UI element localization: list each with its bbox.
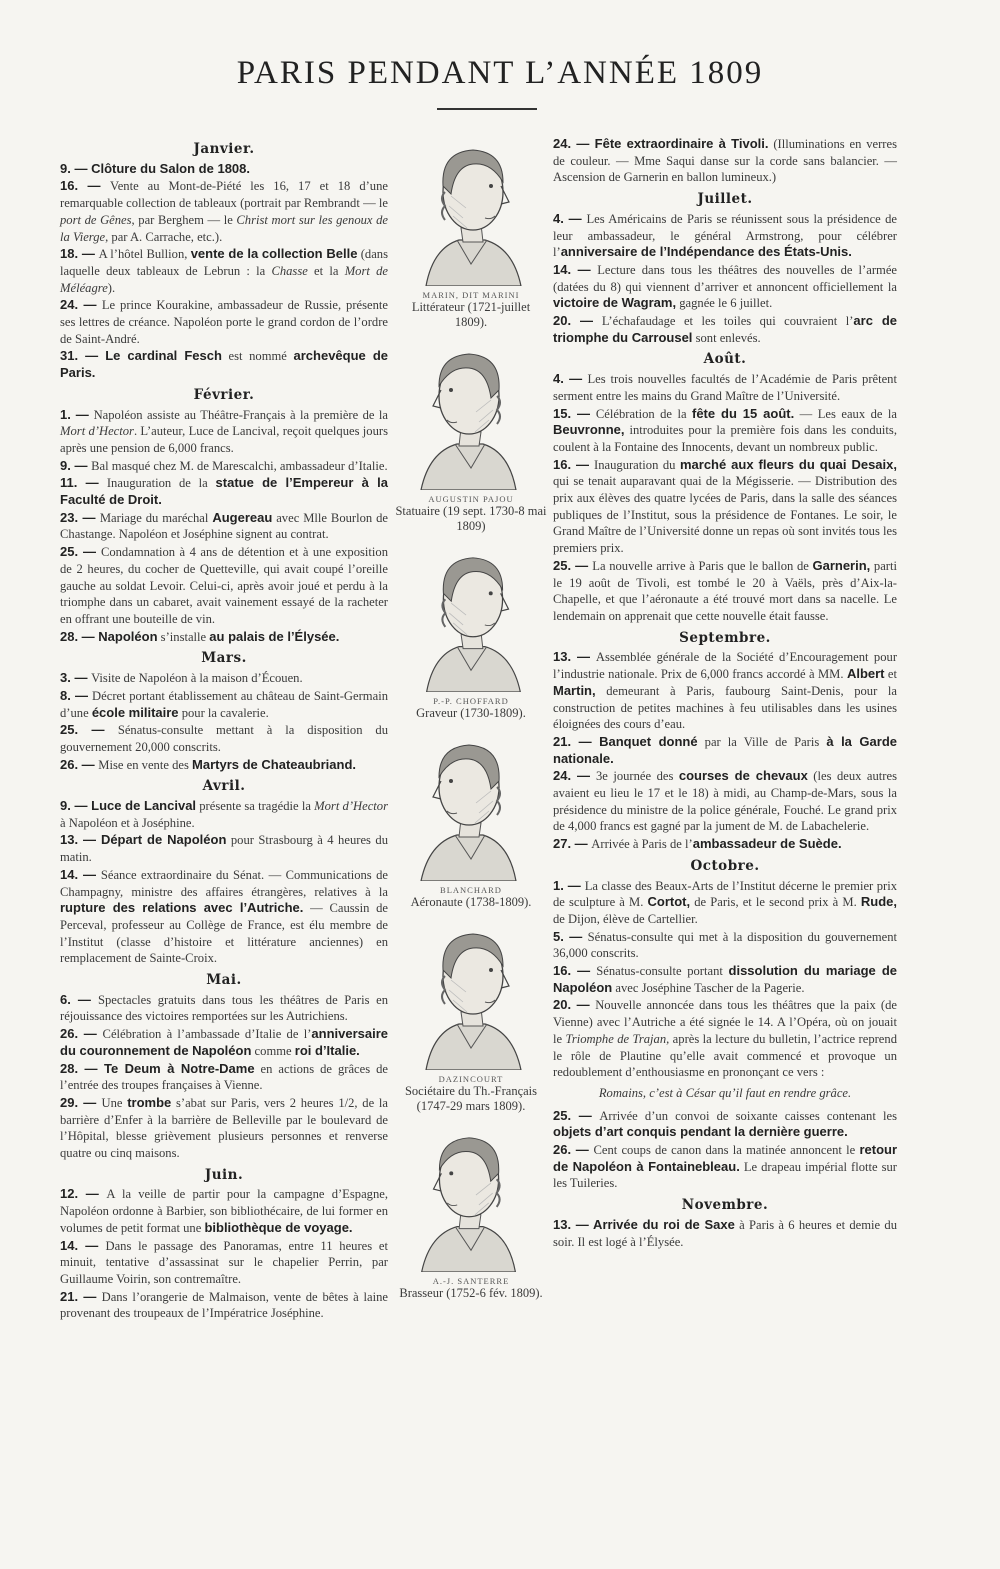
- entry-text: avec Joséphine Tascher de la Pagerie.: [612, 980, 805, 995]
- entry-highlight: bibliothèque de voyage.: [204, 1219, 353, 1235]
- entry-text: (les deux autres avaient eu lieu le 17 et le 18) à midi, au Champ-de-Mars, sous la présidence du ministre de la police générale, Fouché. Le grand prix de 4,000 francs est gagné par la jument de M. de Labachelerie.: [553, 769, 897, 834]
- entry-text: Vente au Mont-de-Piété les 16, 17 et 18 d’une remarquable collection de tableaux (portrait par Rembrandt — le: [60, 179, 388, 211]
- portrait-column: [395, 136, 547, 1311]
- entry-italic: Mort d’Hector: [314, 799, 388, 814]
- chronicle-entry: [553, 558, 897, 625]
- entry-text: Les Américains de Paris se réunissent sous la présidence de leur ambassadeur, le général Armstrong, pour célébrer l’: [553, 211, 897, 260]
- entry-highlight: 14. —: [60, 1237, 106, 1253]
- entry-highlight: 20. —: [553, 997, 596, 1013]
- entry-highlight: statue de l’Empereur à la Faculté de Droit.: [60, 475, 388, 508]
- entry-highlight: 4. —: [553, 371, 588, 387]
- portrait-name: MARIN, DIT MARINI: [422, 290, 520, 300]
- portrait-engraving-icon: [411, 136, 531, 286]
- entry-text: Lecture dans tous les théâtres des nouvelles de l’armée (datées du 8) qui viennent d’arriver et annoncent officiellement la: [553, 262, 897, 294]
- entry-text: pour Strasbourg à 4 heures du matin.: [60, 833, 388, 865]
- entry-highlight: 9. — Clôture du Salon de 1808.: [60, 160, 250, 176]
- entry-highlight: 6. —: [60, 991, 98, 1007]
- entry-text: Condamnation à 4 ans de détention et à une exposition de 2 heures, du cocher de Quetteville, qui avait coupé l’oreille gauche au soldat Levoir. Celui-ci, après avoir joué et perdu à la triomphe dans un cabaret, avait vainement essayé de la racheter en offrant une bouteille de vin.: [60, 545, 389, 626]
- entry-highlight: 26. —: [60, 1026, 103, 1042]
- chronicle-entry: [553, 649, 897, 733]
- entry-text: Sénatus-consulte mettant à la disposition du gouvernement 20,000 conscrits.: [60, 723, 389, 754]
- entry-text: — Les eaux de la: [794, 406, 897, 421]
- chronicle-entry: [60, 475, 388, 508]
- entry-text: avec Mlle Bourlon de Chastange. Napoléon et Joséphine signent au contrat.: [60, 510, 389, 542]
- chronicle-entry: [553, 734, 897, 767]
- entry-highlight: 26. —: [60, 756, 99, 772]
- entry-text: s’abat sur Paris, vers 2 heures 1/2, de la barrière d’Enfer à la barrière de Belleville par le boulevard de l’Hôpital, blesse grièvement plusieurs personnes et renverse quatre ou cinq maisons.: [60, 1095, 388, 1161]
- entry-text: La nouvelle arrive à Paris que le ballon de: [592, 558, 813, 573]
- portrait-engraving-icon: [411, 731, 531, 881]
- chronicle-entry: [553, 1217, 897, 1250]
- entry-highlight: 24. —: [553, 768, 596, 784]
- entry-text: qui se tenait auparavant quai de la Mégisserie. — Distribution des prix aux élèves des quatre lycées de Paris, dans la salle des séances publiques de l’Institut, sous la présidence de Fontanes. Le soir, le Grand Maître de l’Université donne un repas où sont invités tous les premiers prix.: [553, 474, 897, 556]
- entry-highlight: 15. —: [553, 405, 596, 421]
- portrait-6: [395, 1124, 547, 1301]
- chronicle-entry: [60, 297, 388, 347]
- entry-highlight: vente de la collection Belle: [190, 246, 358, 262]
- chronicle-entry: [60, 1238, 388, 1288]
- portrait-name: P.-P. CHOFFARD: [433, 696, 509, 706]
- portrait-caption: Littérateur (1721-juillet 1809).: [411, 300, 531, 329]
- entry-highlight: marché aux fleurs du quai Desaix,: [679, 456, 897, 472]
- entry-text: en actions de grâces de l’entrée des troupes françaises à Vienne.: [60, 1061, 388, 1093]
- chronicle-entry: [553, 1142, 897, 1192]
- entry-highlight: 26. —: [553, 1142, 594, 1158]
- portrait-name: DAZINCOURT: [438, 1074, 504, 1084]
- entry-highlight: objets d’art conquis pendant la dernière guerre.: [553, 1124, 848, 1140]
- entry-highlight: 25. —: [553, 1107, 600, 1123]
- entry-text: et: [884, 667, 897, 682]
- portrait-engraving-icon: [411, 1124, 531, 1272]
- portrait-engraving-icon: [411, 544, 531, 692]
- entry-text: Une: [101, 1095, 128, 1110]
- chronicle-entry: [60, 832, 388, 865]
- left-column: [60, 136, 388, 1323]
- entry-highlight: Augereau: [212, 509, 273, 525]
- chronicle-entry: [553, 929, 897, 962]
- entry-highlight: Martin,: [553, 682, 596, 698]
- entry-text: Mise en vente des: [98, 757, 193, 772]
- entry-text: Arrivée d’un convoi de soixante caisses contenant les: [599, 1108, 897, 1123]
- chronicle-entry: [60, 544, 388, 628]
- entry-highlight: école militaire: [91, 704, 179, 720]
- chronicle-entry: [553, 457, 897, 557]
- chronicle-entry: [60, 992, 388, 1025]
- chronicle-entry: [60, 867, 388, 967]
- month-heading: Avril.: [202, 778, 246, 795]
- entry-highlight: roi d’Italie.: [294, 1042, 360, 1058]
- entry-text: Sénatus-consulte portant: [596, 964, 729, 979]
- entry-text: Inauguration de la: [106, 476, 216, 491]
- chronicle-entry: [60, 246, 388, 296]
- entry-highlight: 16. —: [553, 963, 597, 979]
- entry-highlight: 1. —: [60, 406, 94, 422]
- portrait-3: [395, 544, 547, 721]
- month-heading: Août.: [703, 351, 747, 368]
- entry-highlight: rupture des relations avec l’Autriche.: [60, 900, 304, 916]
- entry-text: — Caussin de Perceval, professeur au Collège de France, est élu membre de l’Institut (classe d’histoire et littérature anciennes) en remplacement de Sainte-Croix.: [60, 901, 388, 966]
- entry-italic: Triomphe de Trajan,: [565, 1031, 670, 1046]
- chronicle-entry: [60, 407, 388, 457]
- chronicle-entry: [60, 1186, 388, 1236]
- entry-highlight: 13. —: [553, 649, 596, 665]
- entry-highlight: 28. — Te Deum à Notre-Dame: [60, 1060, 255, 1076]
- entry-highlight: 4. —: [553, 210, 587, 226]
- entry-text: Bal masqué chez M. de Marescalchi, ambassadeur d’Italie.: [91, 458, 388, 473]
- chronicle-entry: [553, 406, 897, 456]
- portrait-engraving-icon: [411, 920, 531, 1070]
- entry-text: s’installe: [157, 629, 210, 644]
- entry-text: La classe des Beaux-Arts de l’Institut décerne le premier prix de sculpture à M.: [553, 878, 897, 910]
- chronicle-entry: [60, 458, 388, 475]
- entry-text: Inauguration du: [594, 457, 680, 472]
- entry-highlight: 18. —: [60, 246, 99, 262]
- chronicle-entry: [553, 878, 897, 928]
- entry-text: (dans laquelle deux tableaux de Lebrun : la: [60, 247, 389, 278]
- title-rule: [437, 108, 537, 110]
- chronicle-entry: [553, 313, 897, 346]
- entry-text: Célébration à l’ambassade d’Italie de l’: [102, 1027, 312, 1042]
- entry-text: Les trois nouvelles facultés de l’Académie de Paris prêtent serment entre les mains du Grand Maître de l’Université.: [553, 372, 897, 403]
- entry-highlight: 25. —: [60, 544, 101, 560]
- entry-text: Le prince Kourakine, ambassadeur de Russie, présente ses lettres de créance. Napoléon porte le grand cordon de l’ordre de Saint-André.: [60, 298, 389, 346]
- month-heading: Juin.: [204, 1166, 244, 1183]
- entry-italic: Mort d’Hector: [60, 424, 134, 439]
- entry-highlight: 21. —: [60, 1288, 102, 1304]
- entry-text: A l’hôtel Bullion,: [98, 247, 191, 262]
- entry-text: , par A. Carrache, etc.).: [105, 229, 223, 244]
- entry-text: Spectacles gratuits dans tous les théâtres de Paris en réjouissance des victoires remportées sur les Autrichiens.: [60, 992, 388, 1024]
- chronicle-entry: [60, 757, 388, 774]
- chronicle-entry: [60, 178, 388, 245]
- entry-text: Sénatus-consulte qui met à la disposition du gouvernement 36,000 conscrits.: [553, 929, 897, 961]
- portrait-caption: Aéronaute (1738-1809).: [410, 895, 532, 909]
- entry-text: , par Berghem — le: [131, 212, 237, 227]
- entry-text: Le drapeau impérial flotte sur les Tuileries.: [553, 1159, 897, 1191]
- entry-text: demeurant à Paris, faubourg Saint-Denis, pour la construction de petites machines à feu utilisables dans les usines éloignées des cours d’eau.: [553, 683, 897, 732]
- entry-highlight: Cortot,: [647, 894, 691, 910]
- month-heading: Octobre.: [690, 857, 760, 874]
- entry-highlight: à la Garde nationale.: [553, 733, 897, 766]
- month-heading: Janvier.: [193, 141, 255, 157]
- entry-highlight: 25. —: [60, 722, 118, 738]
- entry-highlight: 31. — Le cardinal Fesch: [60, 348, 222, 364]
- entry-text: Mariage du maréchal: [99, 510, 213, 525]
- entry-highlight: arc de triomphe du Carrousel: [553, 313, 898, 345]
- entry-text: sont enlevés.: [692, 330, 761, 345]
- chronicle-entry: [60, 1026, 388, 1059]
- portrait-caption: Sociétaire du Th.-Français (1747-29 mars 1809).: [404, 1084, 538, 1113]
- entry-highlight: dissolution du mariage de Napoléon: [553, 963, 898, 995]
- entry-text: est nommé: [221, 349, 294, 364]
- portrait-name: BLANCHARD: [440, 885, 502, 895]
- page-title: PARIS PENDANT L’ANNÉE 1809: [236, 55, 764, 91]
- entry-highlight: Beuvronne,: [553, 422, 625, 438]
- entry-highlight: 29. —: [60, 1094, 102, 1110]
- entry-highlight: 27. —: [553, 836, 592, 852]
- entry-highlight: Rude,: [860, 894, 897, 910]
- portrait-name: A.-J. SANTERRE: [432, 1276, 510, 1286]
- entry-highlight: 14. —: [60, 866, 101, 882]
- entry-text: comme: [251, 1043, 295, 1058]
- chronicle-entry: [553, 1108, 897, 1141]
- entry-text: ).: [107, 280, 116, 295]
- entry-highlight: archevêque de Paris.: [60, 348, 388, 381]
- entry-text: Romains, c’est à César qu’il faut en rendre grâce.: [598, 1085, 852, 1100]
- entry-highlight: 14. —: [553, 261, 598, 277]
- entry-text: A la veille de partir pour la campagne d’Espagne, Napoléon ordonne à Barbier, son bibliothécaire, de lui former en volumes de petit format une: [60, 1187, 388, 1235]
- portrait-engraving-icon: [411, 340, 531, 490]
- right-column: [553, 136, 897, 1251]
- entry-text: (Illuminations en verres de couleur. — Mme Saqui danse sur la corde sans balancier. — Ascension de Garnerin en ballon lumineux.): [553, 137, 897, 185]
- month-heading: Février.: [193, 386, 255, 403]
- entry-highlight: 16. —: [553, 456, 595, 472]
- chronicle-entry: [553, 836, 897, 853]
- chronicle-entry: [553, 963, 897, 996]
- entry-highlight: 13. — Arrivée du roi de Saxe: [553, 1216, 735, 1232]
- entry-text: Séance extraordinaire du Sénat. — Communications de Champagny, ministre des affaires étrangères, relatives à la: [60, 867, 389, 899]
- entry-text: de Paris, et le second prix à M.: [690, 895, 861, 910]
- chronicle-entry: [60, 510, 388, 543]
- month-heading: Novembre.: [681, 1197, 769, 1214]
- chronicle-entry: [553, 262, 897, 312]
- entry-text: de Dijon, élève de Cartellier.: [553, 911, 698, 926]
- entry-highlight: 12. —: [60, 1186, 107, 1202]
- chronicle-entry: [60, 670, 388, 687]
- month-heading: Mai.: [206, 972, 242, 989]
- chronicle-entry: [60, 688, 388, 721]
- entry-highlight: 1. —: [553, 877, 585, 893]
- entry-text: Dans l’orangerie de Malmaison, vente de bêtes à laine provenant des troupeaux de l’Impératrice Joséphine.: [60, 1289, 389, 1321]
- entry-text: Célébration de la: [595, 406, 692, 421]
- entry-text: après la lecture du bulletin, l’actrice reprend le rôle de Plautine qu’elle avait commencé et provoque un redoublement d’enthousiasme en prononçant ce vers :: [553, 1031, 897, 1080]
- entry-highlight: ambassadeur de Suède.: [692, 836, 842, 852]
- entry-highlight: Albert: [846, 666, 885, 682]
- entry-highlight: 23. —: [60, 509, 100, 525]
- entry-text: par la Ville de Paris: [697, 734, 827, 749]
- portrait-name: AUGUSTIN PAJOU: [428, 494, 514, 504]
- entry-highlight: 9. —: [60, 457, 92, 473]
- entry-text: et la: [307, 263, 345, 278]
- entry-highlight: 11. —: [60, 475, 107, 491]
- chronicle-entry: [60, 348, 388, 381]
- chronicle-entry: [553, 997, 897, 1081]
- entry-highlight: Martyrs de Chateaubriand.: [192, 756, 357, 772]
- entry-text: parti le 19 août de Tivoli, est tombé le 20 à Vaëls, près d’Aix-la-Chapelle, et que l’aéronaute a été trouvé mort dans sa nacelle. Le lendemain on apprenait que cette nouvelle était fausse.: [553, 558, 898, 623]
- chronicle-entry: [60, 629, 388, 646]
- entry-text: . L’auteur, Luce de Lancival, reçoit quelques jours après une pension de 6,000 francs.: [60, 424, 388, 455]
- entry-highlight: anniversaire du couronnement de Napoléon: [60, 1026, 389, 1058]
- entry-highlight: retour de Napoléon à Fontainebleau.: [553, 1142, 898, 1174]
- entry-highlight: 24. — Fête extraordinaire à Tivoli.: [553, 136, 769, 151]
- entry-highlight: 20. —: [553, 313, 602, 329]
- entry-text: à Paris à 6 heures et demie du soir. Il est logé à l’Élysée.: [553, 1217, 897, 1249]
- entry-highlight: 25. —: [553, 557, 593, 573]
- chronicle-entry: [60, 1061, 388, 1094]
- entry-text: Arrivée à Paris de l’: [591, 837, 693, 852]
- portrait-1: [395, 136, 547, 330]
- entry-highlight: 3. —: [60, 670, 92, 686]
- entry-highlight: 13. — Départ de Napoléon: [60, 832, 227, 848]
- entry-highlight: fête du 15 août.: [691, 405, 795, 421]
- entry-text: Assemblée générale de la Société d’Encouragement pour l’industrie nationale. Prix de 6,000 francs accordé à MM.: [553, 650, 898, 682]
- entry-highlight: victoire de Wagram,: [553, 295, 677, 311]
- entry-highlight: au palais de l’Élysée.: [209, 628, 340, 644]
- entry-highlight: 28. — Napoléon: [60, 628, 158, 644]
- entry-highlight: 21. — Banquet donné: [553, 733, 698, 749]
- portrait-caption: Statuaire (19 sept. 1730-8 mai 1809): [395, 504, 547, 533]
- entry-text: Napoléon assiste au Théâtre-Français à la première de la: [93, 407, 388, 422]
- portrait-2: [395, 340, 547, 534]
- chronicle-entry: [553, 211, 897, 261]
- verse-quote: [553, 1085, 897, 1102]
- entry-highlight: 5. —: [553, 928, 588, 944]
- entry-highlight: 24. —: [60, 297, 102, 313]
- entry-text: Décret portant établissement au château de Saint-Germain d’une: [60, 688, 388, 720]
- entry-italic: Chasse: [271, 263, 308, 278]
- entry-highlight: courses de chevaux: [678, 768, 808, 784]
- entry-highlight: Garnerin,: [812, 557, 871, 573]
- entry-text: Nouvelle annoncée dans tous les théâtres que la paix (de Vienne) avec l’Autriche a été signée le 14. A l’Opéra, où on jouait le: [553, 998, 897, 1046]
- chronicle-entry: [60, 1289, 388, 1322]
- chronicle-entry: [553, 371, 897, 404]
- entry-text: présente sa tragédie la: [196, 799, 315, 814]
- entry-text: Dans le passage des Panoramas, entre 11 heures et minuit, tentative d’assassinat sur le chapelier Perrin, par Guillaume Voirin, son contremaître.: [60, 1238, 388, 1286]
- entry-italic: port de Gênes: [60, 212, 132, 227]
- entry-highlight: trombe: [127, 1094, 172, 1110]
- entry-text: L’échafaudage et les toiles qui couvraient l’: [601, 314, 854, 329]
- chronicle-entry: [553, 136, 897, 186]
- entry-italic: Mort de Méléagre: [60, 263, 388, 295]
- entry-text: Visite de Napoléon à la maison d’Écouen.: [91, 671, 303, 686]
- entry-italic: Christ mort sur les genoux de la Vierge: [60, 212, 388, 244]
- chronicle-entry: [553, 768, 897, 835]
- entry-text: 3e journée des: [595, 769, 679, 784]
- chronicle-entry: [60, 1095, 388, 1162]
- entry-highlight: 8. —: [60, 687, 93, 703]
- portrait-4: [395, 731, 547, 910]
- portrait-caption: Graveur (1730-1809).: [416, 706, 526, 720]
- portrait-5: [395, 920, 547, 1114]
- entry-highlight: 16. —: [60, 178, 110, 194]
- chronicle-entry: [60, 798, 388, 831]
- entry-text: Cent coups de canon dans la matinée annoncent le: [593, 1143, 860, 1158]
- entry-text: à Napoléon et à Joséphine.: [60, 815, 195, 830]
- entry-text: gagnée le 6 juillet.: [676, 296, 773, 311]
- month-heading: Mars.: [201, 650, 247, 667]
- portrait-caption: Brasseur (1752-6 fév. 1809).: [399, 1286, 543, 1300]
- entry-highlight: anniversaire de l’Indépendance des États-Unis.: [560, 244, 852, 260]
- entry-highlight: 9. — Luce de Lancival: [60, 798, 197, 814]
- month-heading: Septembre.: [679, 629, 771, 646]
- chronicle-entry: [60, 161, 388, 178]
- month-heading: Juillet.: [697, 191, 753, 208]
- entry-text: pour la cavalerie.: [178, 705, 269, 720]
- chronicle-entry: [60, 722, 388, 755]
- entry-text: introduites pour la première fois dans les conduits, coulent à la Fontaine des Innocents, devant un nombreux public.: [553, 423, 897, 454]
